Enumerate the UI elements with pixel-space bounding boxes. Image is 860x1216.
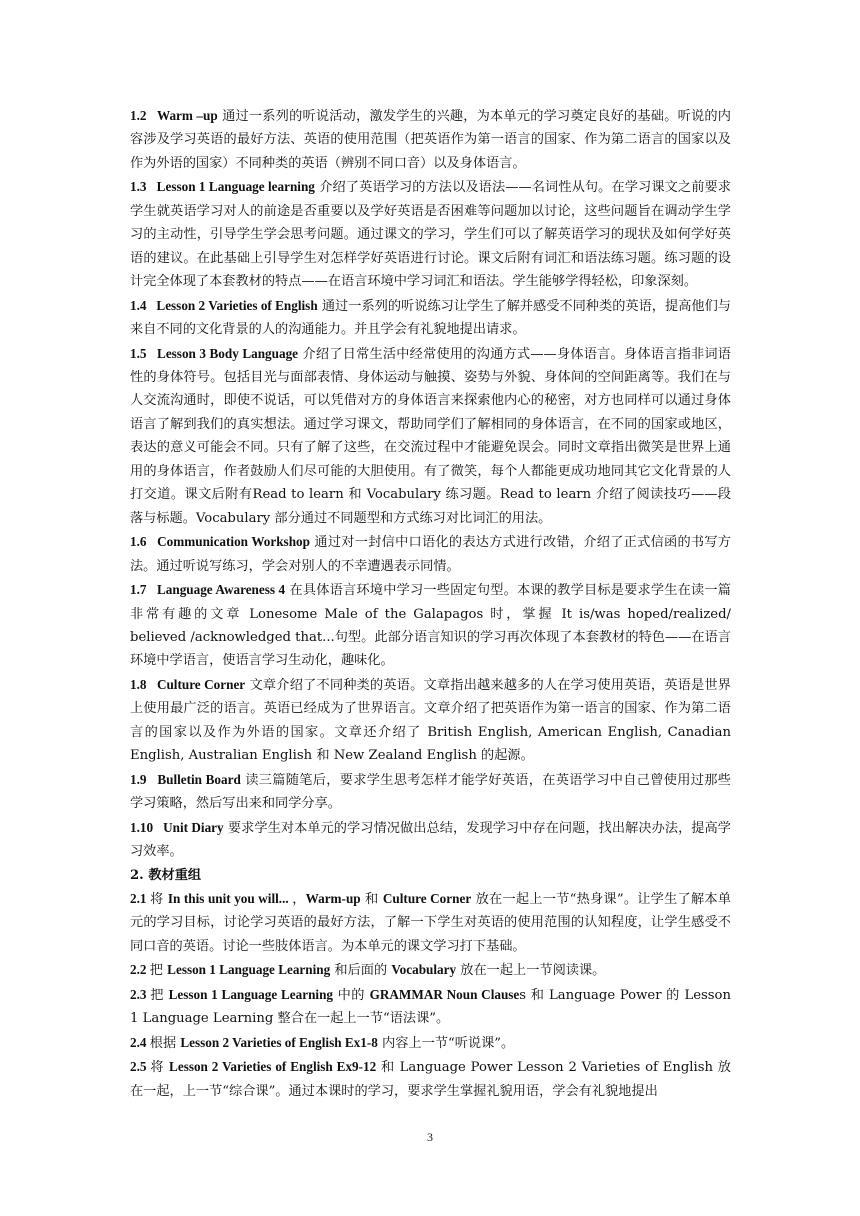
paragraph-heading: 1.6 Communication Workshop (130, 534, 310, 550)
paragraph-text: 介绍了日常生活中经常使用的沟通方式——身体语言。身体语言指非词语性的身体符号。包括目光与面部表情、身体运动与触摸、姿势与外貌、身体间的空间距离等。我们在与人交流沟通时，即使不说话，可以凭借对方的身体语言来探索他内心的秘密，对方也同样可以通过身体语言了解到我们的真实想法。通过学习课文，帮助同学们了解相同的身体语言，在不同的国家或地区，表达的意义可能会不同。只有了解了这些，在交流过程中才能避免误会。同时文章指出微笑是世界上通用的身体语言，作者鼓励人们尽可能的大胆使用。有了微笑，每个人都能更成功地同其它文化背景的人打交道。课文后附有Read to learn 和 Vocabulary 练习题。Read to learn 介绍了阅读技巧——段落与标题。Vocabulary 部分通过不同题型和方式练习对比词汇的用法。 (130, 346, 731, 526)
bold-run: Lesson 2 Varieties of English Ex1-8 (180, 1034, 378, 1050)
bold-run: Warm-up (305, 890, 361, 906)
reorg-item-3 (130, 983, 731, 1031)
paragraph-text: 在具体语言环境中学习一些固定句型。本课的教学目标是要求学生在读一篇非常有趣的文章 Lonesome Male of the Galapagos 时，掌握 It is/was hoped/realized/ believed /acknowledged that...句型。此部分语言知识的学习再次体现了本套教材的特色——在语言环境中学语言，使语言学习生动化，趣味化。 (130, 583, 731, 669)
bold-run: 2.5 (130, 1059, 151, 1075)
reorg-item-1 (130, 887, 731, 958)
document-body (130, 104, 731, 1103)
section-2-heading: 2. 教材重组 (130, 867, 202, 883)
text-run: 把 (150, 987, 169, 1003)
paragraph-1-2 (130, 104, 731, 175)
paragraph-heading: 1.10 Unit Diary (130, 819, 224, 835)
paragraph-1-5 (130, 342, 731, 531)
paragraph-heading: 1.9 Bulletin Board (130, 771, 241, 787)
text-run: 放在一起上一节阅读课。 (456, 963, 606, 979)
paragraph-1-9 (130, 768, 731, 816)
paragraph-text: 通过对一封信中口语化的表达方式进行改错，介绍了正式信函的书写方法。通过听说写练习，学会对别人的不幸遭遇表示同情。 (130, 535, 731, 574)
text-run: 根据 (149, 1035, 181, 1051)
bold-run: Lesson 2 Varieties of English Ex9-12 (169, 1059, 377, 1075)
text-run: 放在一起上一节“热身课”。让学生了解本单元的学习目标，讨论学习英语的最好方法，了解一下学生对英语的使用范围的认知程度，让学生感受不同口音的英语。讨论一些肢体语言。为本单元的课文学习打下基础。 (130, 891, 732, 954)
text-run: 内容上一节“听说课”。 (377, 1035, 515, 1051)
paragraph-heading: 1.4 Lesson 2 Varieties of English (130, 297, 318, 313)
paragraph-text: 通过一系列的听说活动，激发学生的兴趣，为本单元的学习奠定良好的基础。听说的内容涉及学习英语的最好方法、英语的使用范围（把英语作为第一语言的国家、作为第二语言的国家以及作为外语的国家）不同种类的英语（辨别不同口音）以及身体语言。 (130, 109, 731, 171)
paragraph-1-10 (130, 816, 731, 864)
text-run: 将 (150, 891, 168, 907)
paragraph-1-6 (130, 530, 731, 578)
bold-run: GRAMMAR Noun Clause (369, 986, 520, 1002)
paragraph-heading: 1.5 Lesson 3 Body Language (130, 345, 299, 361)
bold-run: 2.1 (130, 890, 151, 906)
reorg-item-4 (130, 1031, 731, 1055)
text-run: s 和 Language Power 的 Lesson 1 Language Learning 整合在一起上一节“语法课”。 (130, 987, 731, 1027)
paragraph-heading: 1.8 Culture Corner (130, 676, 246, 692)
paragraph-1-3 (130, 175, 731, 293)
paragraph-heading: 1.3 Lesson 1 Language learning (130, 179, 315, 195)
paragraph-heading: 1.2 Warm –up (130, 108, 218, 123)
text-run: 把 (149, 963, 168, 979)
bold-run: 2.2 (130, 962, 150, 978)
section-2-items (130, 887, 731, 1103)
page-number: 3 (427, 1130, 433, 1144)
bold-run: Culture Corner (382, 890, 472, 906)
bold-run: Vocabulary (391, 962, 457, 978)
paragraph-1-8 (130, 673, 731, 768)
section-1-paragraphs (130, 104, 731, 864)
bold-run: Lesson 1 Language Learning (168, 986, 333, 1002)
paragraph-1-7 (130, 578, 731, 673)
text-run: 和后面的 (330, 963, 392, 979)
bold-run: In this unit you will... (167, 890, 293, 906)
paragraph-1-4 (130, 294, 731, 342)
paragraph-text: 通过一系列的听说练习让学生了解并感受不同种类的英语，提高他们与来自不同的文化背景的人的沟通能力。并且学会有礼貌地提出请求。 (130, 298, 731, 338)
paragraph-text: 读三篇随笔后，要求学生思考怎样才能学好英语，在英语学习中自己曾使用过那些学习策略，然后写出来和同学分享。 (130, 772, 731, 812)
paragraph-text: 要求学生对本单元的学习情况做出总结，发现学习中存在问题，找出解决办法，提高学习效率。 (130, 820, 731, 860)
reorg-item-5 (130, 1055, 731, 1103)
bold-run: 2.4 (130, 1034, 150, 1050)
paragraph-text: 介绍了英语学习的方法以及语法——名词性从句。在学习课文之前要求学生就英语学习对人的前途是否重要以及学好英语是否困难等问题加以讨论，这些问题旨在调动学生学习的主动性，引导学生学会思考问题。通过课文的学习，学生们可以了解英语学习的现状及如何学好英语的建议。在此基础上引导学生对怎样学好英语进行讨论。课文后附有词汇和语法练习题。练习题的设计完全体现了本套教材的特点——在语言环境中学习词汇和语法。学生能够学得轻松，印象深刻。 (130, 180, 731, 290)
text-run: ， (292, 891, 306, 907)
bold-run: Lesson 1 Language Learning (167, 962, 331, 978)
paragraph-heading: 1.7 Language Awareness 4 (130, 582, 286, 598)
bold-run: 2.3 (130, 986, 151, 1002)
reorg-item-2 (130, 958, 731, 982)
text-run: 中的 (333, 987, 370, 1003)
text-run: 和 (360, 891, 383, 907)
text-run: 和 Language Power Lesson 2 Varieties of English 放在一起，上一节“综合课”。通过本课时的学习，要求学生掌握礼貌用语，学会有礼貌地提出 (130, 1060, 731, 1099)
text-run: 将 (150, 1060, 170, 1076)
paragraph-text: 文章介绍了不同种类的英语。文章指出越来越多的人在学习使用英语，英语是世界上使用最广泛的语言。英语已经成为了世界语言。文章介绍了把英语作为第一语言的国家、作为第二语言的国家以及作为外语的国家。文章还介绍了 British English, American English, Canadian English, Australian English 和 New Zealand English 的起源。 (130, 677, 731, 764)
